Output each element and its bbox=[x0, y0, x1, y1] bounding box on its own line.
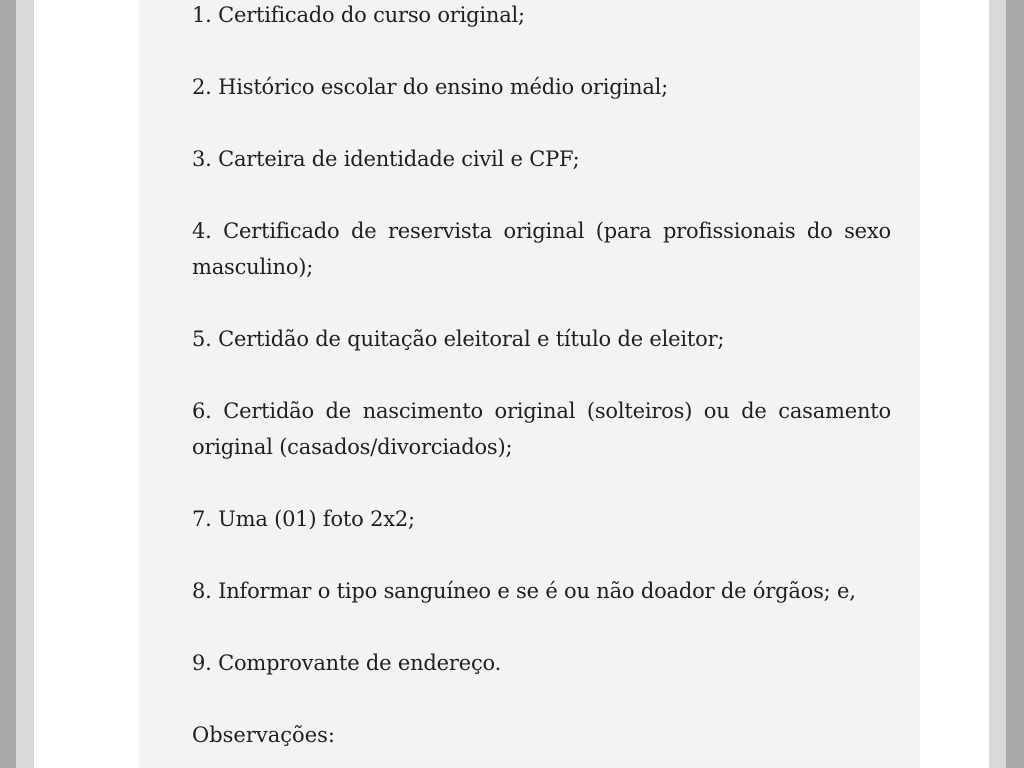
list-item: 4. Certificado de reservista original (para profissionais do sexo masculino); bbox=[192, 219, 891, 279]
list-item: 1. Certificado do curso original; bbox=[192, 3, 525, 27]
list-item: 6. Certidão de nascimento original (solteiros) ou de casamento original (casados/divorciados); bbox=[192, 399, 891, 459]
list-item: 8. Informar o tipo sanguíneo e se é ou não doador de órgãos; e, bbox=[192, 579, 856, 603]
observations-heading: Observações: bbox=[192, 723, 335, 747]
list-item: 9. Comprovante de endereço. bbox=[192, 651, 502, 675]
list-item: 3. Carteira de identidade civil e CPF; bbox=[192, 147, 580, 171]
list-item: 5. Certidão de quitação eleitoral e título de eleitor; bbox=[192, 327, 725, 351]
left-gutter bbox=[16, 0, 34, 768]
right-gutter bbox=[989, 0, 1006, 768]
list-item: 7. Uma (01) foto 2x2; bbox=[192, 507, 415, 531]
list-item: 2. Histórico escolar do ensino médio original; bbox=[192, 75, 669, 99]
